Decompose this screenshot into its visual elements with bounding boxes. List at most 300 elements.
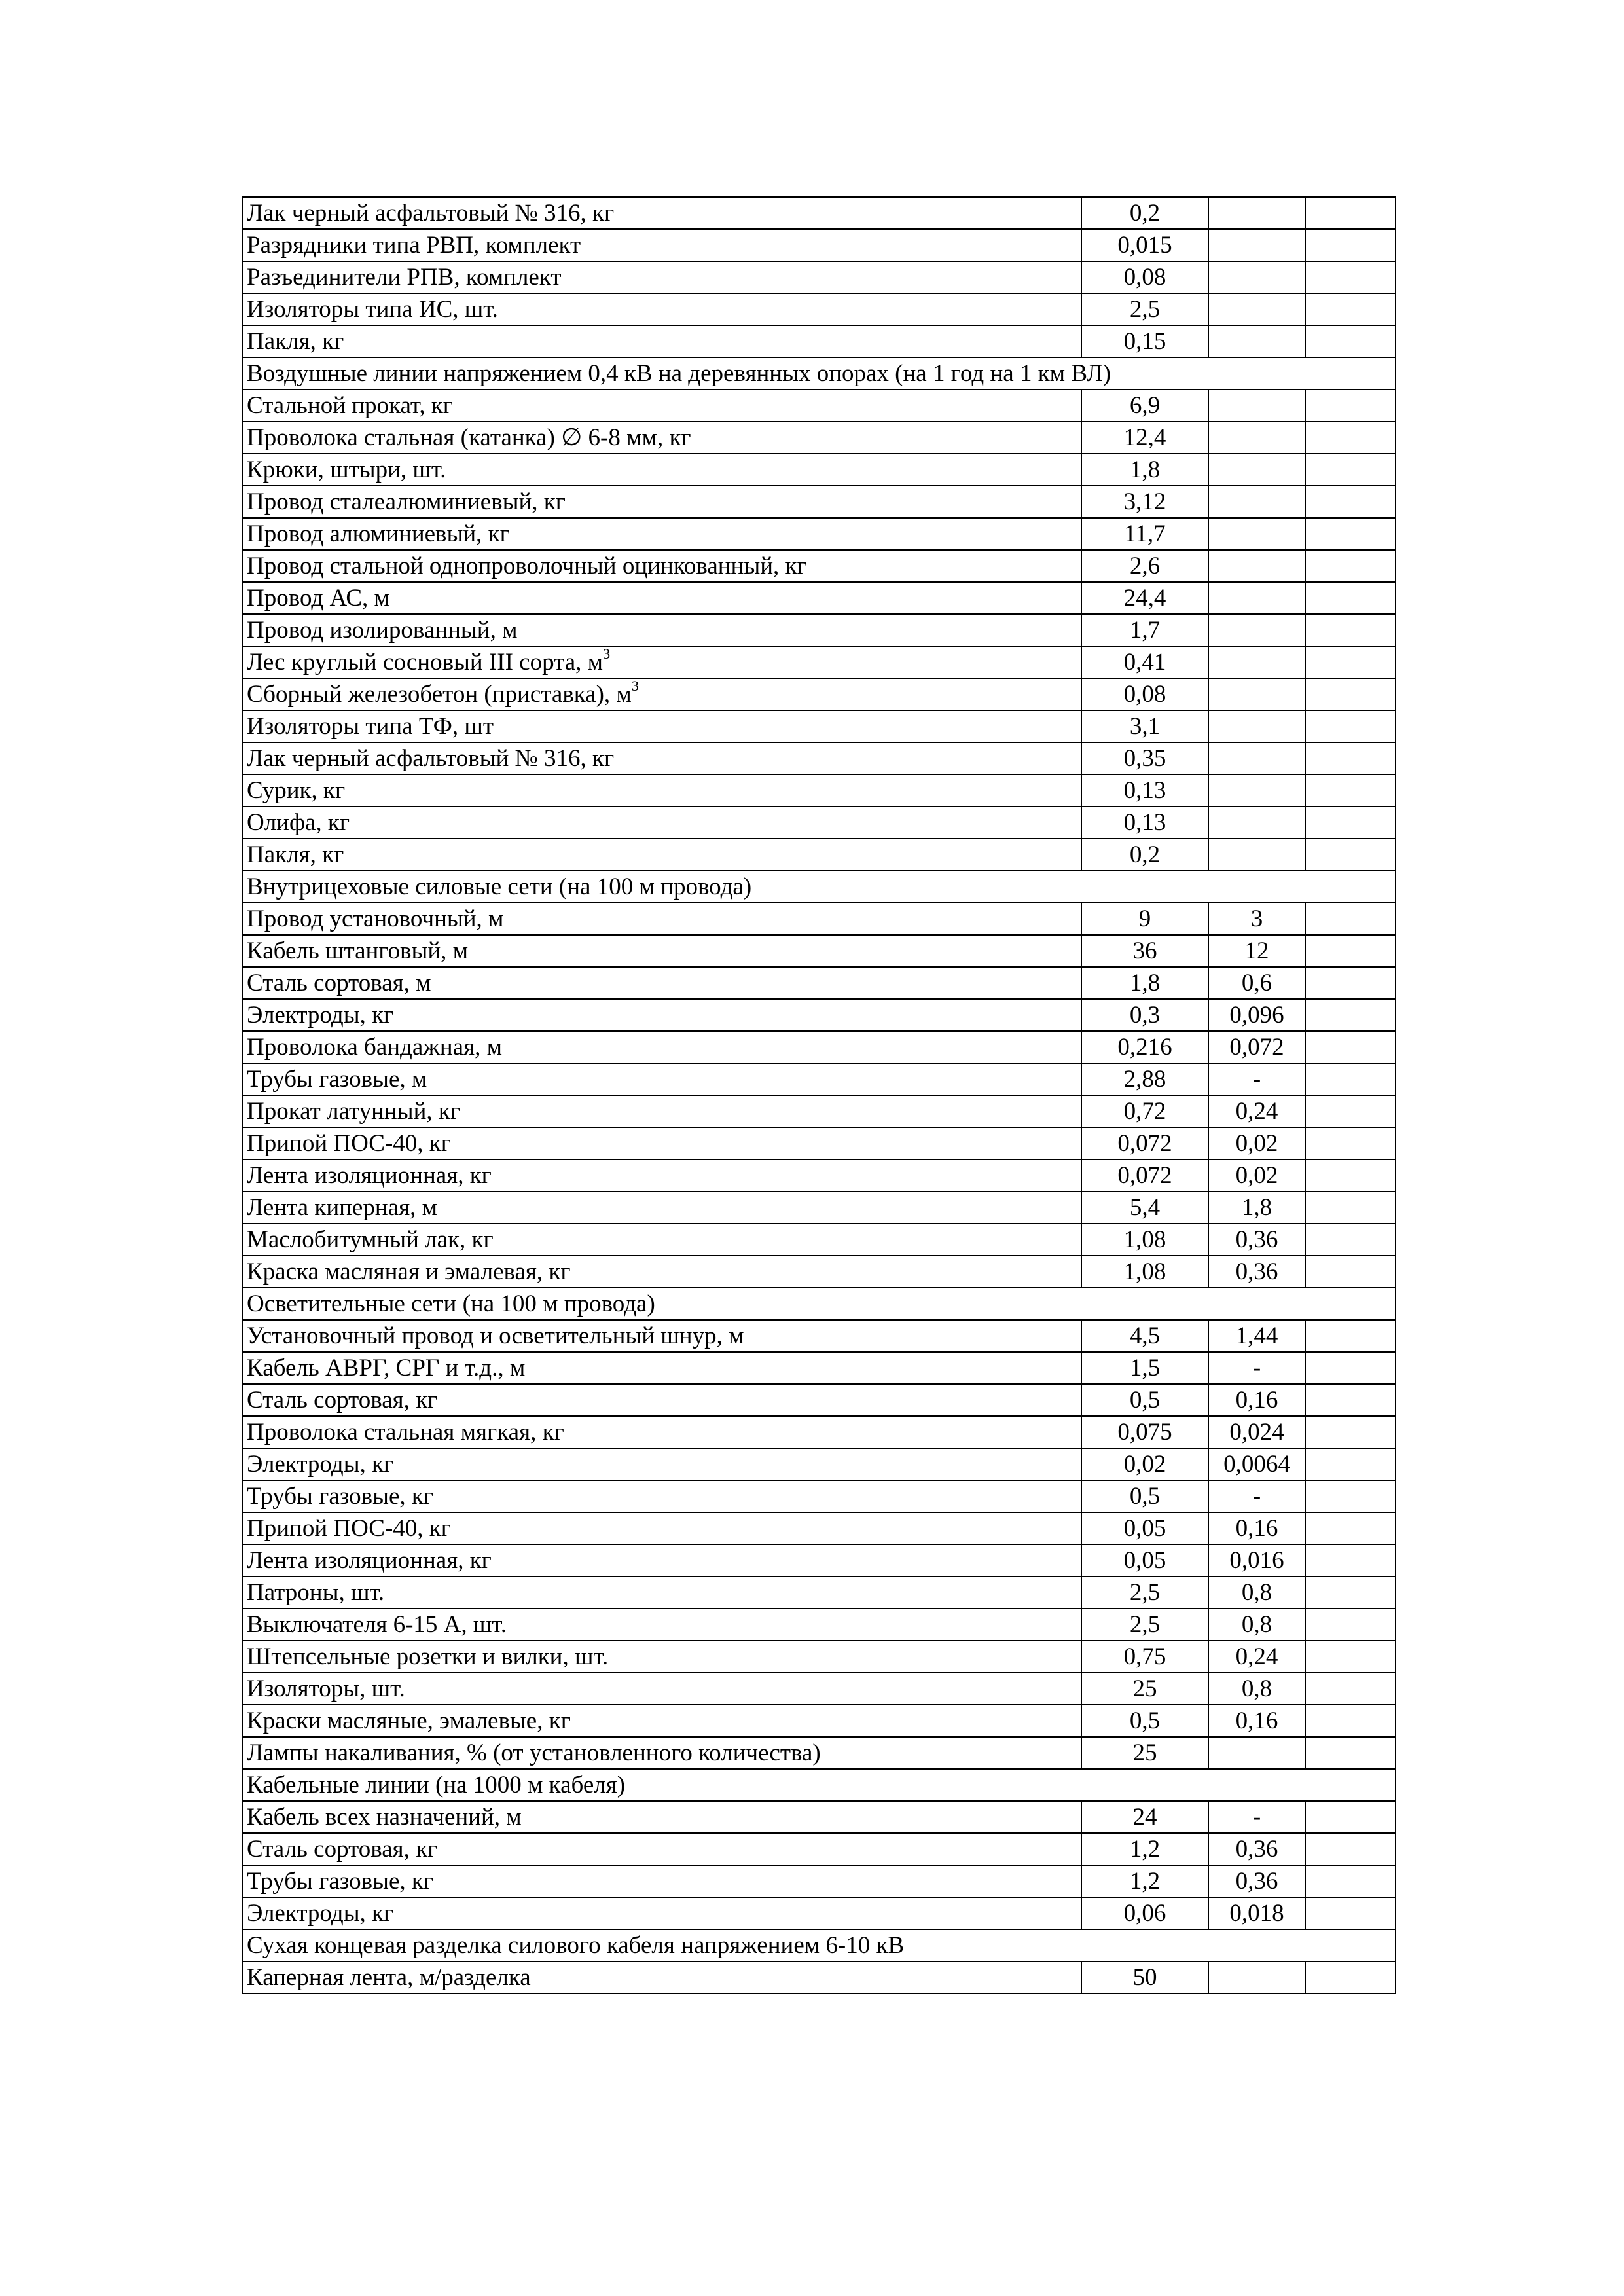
value-cell-3 xyxy=(1305,1865,1396,1897)
material-name-cell xyxy=(242,1673,1081,1705)
value-cell-3 xyxy=(1305,903,1396,935)
material-name: Сталь сортовая, кг xyxy=(247,1387,438,1413)
value-cell-2: 0,24 xyxy=(1208,1641,1305,1673)
table-row xyxy=(242,678,1396,710)
table-row xyxy=(242,1961,1396,1994)
material-name-cell xyxy=(242,1480,1081,1512)
value-cell-1: 25 xyxy=(1081,1737,1208,1769)
value-cell-2 xyxy=(1208,550,1305,582)
value-cell-2: 0,24 xyxy=(1208,1095,1305,1127)
material-name: Установочный провод и осветительный шнур, м xyxy=(247,1322,744,1349)
value-cell-1: 1,8 xyxy=(1081,967,1208,999)
value-cell-1: 0,015 xyxy=(1081,229,1208,261)
value-cell-1: 0,072 xyxy=(1081,1159,1208,1192)
value-cell-3 xyxy=(1305,1833,1396,1865)
material-name: Лента изоляционная, кг xyxy=(247,1547,492,1574)
table-row xyxy=(242,1320,1396,1352)
value-cell-3 xyxy=(1305,1095,1396,1127)
value-cell-2: 0,36 xyxy=(1208,1256,1305,1288)
section-title: Воздушные линии напряжением 0,4 кВ на деревянных опорах (на 1 год на 1 км ВЛ) xyxy=(242,357,1396,390)
unit-exponent: 3 xyxy=(631,678,639,694)
table-row xyxy=(242,1897,1396,1929)
value-cell-1: 0,5 xyxy=(1081,1480,1208,1512)
table-row xyxy=(242,293,1396,325)
material-name: Лента изоляционная, кг xyxy=(247,1162,492,1189)
value-cell-3 xyxy=(1305,1897,1396,1929)
material-name: Сурик, кг xyxy=(247,777,346,804)
section-title: Внутрицеховые силовые сети (на 100 м провода) xyxy=(242,871,1396,903)
table-row xyxy=(242,1063,1396,1095)
material-name-cell xyxy=(242,903,1081,935)
table-row xyxy=(242,1256,1396,1288)
value-cell-2: 0,072 xyxy=(1208,1031,1305,1063)
value-cell-3 xyxy=(1305,1192,1396,1224)
value-cell-3 xyxy=(1305,807,1396,839)
value-cell-3 xyxy=(1305,582,1396,614)
material-name-cell xyxy=(242,1609,1081,1641)
value-cell-3 xyxy=(1305,646,1396,678)
value-cell-2 xyxy=(1208,742,1305,774)
value-cell-2: 0,8 xyxy=(1208,1673,1305,1705)
material-name-cell xyxy=(242,486,1081,518)
table-row xyxy=(242,1095,1396,1127)
table-row xyxy=(242,1737,1396,1769)
value-cell-2: - xyxy=(1208,1801,1305,1833)
value-cell-3 xyxy=(1305,390,1396,422)
table-row xyxy=(242,935,1396,967)
value-cell-1: 0,75 xyxy=(1081,1641,1208,1673)
material-name-cell xyxy=(242,807,1081,839)
material-name-cell xyxy=(242,1031,1081,1063)
value-cell-2: 0,16 xyxy=(1208,1384,1305,1416)
material-name-cell xyxy=(242,1095,1081,1127)
table-row xyxy=(242,261,1396,293)
material-name-cell xyxy=(242,261,1081,293)
section-title: Сухая концевая разделка силового кабеля напряжением 6-10 кВ xyxy=(242,1929,1396,1961)
material-name: Провод установочный, м xyxy=(247,905,504,932)
value-cell-2: 0,8 xyxy=(1208,1609,1305,1641)
table-row xyxy=(242,1127,1396,1159)
material-name-cell xyxy=(242,967,1081,999)
material-name: Припой ПОС-40, кг xyxy=(247,1515,451,1542)
material-name: Патроны, шт. xyxy=(247,1579,385,1606)
value-cell-1: 1,8 xyxy=(1081,454,1208,486)
table-row xyxy=(242,1576,1396,1609)
material-name: Проволока стальная (катанка) ∅ 6-8 мм, кг xyxy=(247,424,691,451)
value-cell-1: 25 xyxy=(1081,1673,1208,1705)
material-name-cell xyxy=(242,422,1081,454)
value-cell-2: 0,02 xyxy=(1208,1127,1305,1159)
value-cell-3 xyxy=(1305,1737,1396,1769)
value-cell-1: 5,4 xyxy=(1081,1192,1208,1224)
table-row xyxy=(242,839,1396,871)
material-name: Проволока бандажная, м xyxy=(247,1034,503,1061)
value-cell-2: - xyxy=(1208,1480,1305,1512)
material-name: Маслобитумный лак, кг xyxy=(247,1226,494,1253)
value-cell-1: 1,2 xyxy=(1081,1865,1208,1897)
value-cell-3 xyxy=(1305,1448,1396,1480)
material-name-cell xyxy=(242,454,1081,486)
value-cell-1: 0,2 xyxy=(1081,839,1208,871)
table-row xyxy=(242,1384,1396,1416)
value-cell-1: 0,41 xyxy=(1081,646,1208,678)
materials-table-body xyxy=(242,197,1396,1994)
material-name-cell xyxy=(242,518,1081,550)
value-cell-1: 0,05 xyxy=(1081,1544,1208,1576)
value-cell-1: 1,2 xyxy=(1081,1833,1208,1865)
material-name: Трубы газовые, м xyxy=(247,1066,427,1093)
section-title: Кабельные линии (на 1000 м кабеля) xyxy=(242,1769,1396,1801)
table-row xyxy=(242,197,1396,229)
value-cell-2 xyxy=(1208,1737,1305,1769)
value-cell-1: 4,5 xyxy=(1081,1320,1208,1352)
value-cell-3 xyxy=(1305,710,1396,742)
unit-exponent: 3 xyxy=(603,646,611,662)
value-cell-3 xyxy=(1305,1352,1396,1384)
value-cell-1: 2,5 xyxy=(1081,293,1208,325)
value-cell-3 xyxy=(1305,1673,1396,1705)
material-name: Трубы газовые, кг xyxy=(247,1868,434,1895)
table-row xyxy=(242,1512,1396,1544)
value-cell-1: 3,1 xyxy=(1081,710,1208,742)
value-cell-1: 0,15 xyxy=(1081,325,1208,357)
value-cell-3 xyxy=(1305,325,1396,357)
value-cell-2: 0,096 xyxy=(1208,999,1305,1031)
value-cell-1: 0,08 xyxy=(1081,678,1208,710)
material-name-cell xyxy=(242,1801,1081,1833)
value-cell-3 xyxy=(1305,999,1396,1031)
value-cell-2 xyxy=(1208,422,1305,454)
material-name: Пакля, кг xyxy=(247,841,344,868)
material-name-cell xyxy=(242,1512,1081,1544)
value-cell-1: 0,13 xyxy=(1081,807,1208,839)
material-name-cell xyxy=(242,1159,1081,1192)
section-row xyxy=(242,1769,1396,1801)
table-row xyxy=(242,1224,1396,1256)
value-cell-1: 1,08 xyxy=(1081,1224,1208,1256)
value-cell-2 xyxy=(1208,518,1305,550)
material-name-cell xyxy=(242,325,1081,357)
value-cell-2: 0,16 xyxy=(1208,1705,1305,1737)
table-row xyxy=(242,999,1396,1031)
value-cell-2: 0,018 xyxy=(1208,1897,1305,1929)
value-cell-1: 0,05 xyxy=(1081,1512,1208,1544)
value-cell-2: 0,8 xyxy=(1208,1576,1305,1609)
value-cell-1: 0,216 xyxy=(1081,1031,1208,1063)
value-cell-2: - xyxy=(1208,1352,1305,1384)
material-name-cell xyxy=(242,1224,1081,1256)
material-name-cell xyxy=(242,229,1081,261)
value-cell-3 xyxy=(1305,1031,1396,1063)
material-name: Изоляторы типа ИС, шт. xyxy=(247,296,498,323)
value-cell-3 xyxy=(1305,774,1396,807)
materials-table xyxy=(242,196,1396,1994)
material-name-cell xyxy=(242,1641,1081,1673)
table-row xyxy=(242,422,1396,454)
table-row xyxy=(242,774,1396,807)
table-row xyxy=(242,646,1396,678)
value-cell-1: 9 xyxy=(1081,903,1208,935)
material-name: Провод АС, м xyxy=(247,585,389,611)
table-row xyxy=(242,1031,1396,1063)
material-name: Разъединители РПВ, комплект xyxy=(247,264,562,291)
table-row xyxy=(242,1833,1396,1865)
value-cell-1: 2,5 xyxy=(1081,1576,1208,1609)
value-cell-2: 12 xyxy=(1208,935,1305,967)
value-cell-2 xyxy=(1208,325,1305,357)
material-name-cell xyxy=(242,614,1081,646)
material-name: Проволока стальная мягкая, кг xyxy=(247,1419,564,1446)
value-cell-1: 0,08 xyxy=(1081,261,1208,293)
value-cell-3 xyxy=(1305,1320,1396,1352)
table-row xyxy=(242,1544,1396,1576)
value-cell-3 xyxy=(1305,454,1396,486)
material-name: Выключателя 6-15 А, шт. xyxy=(247,1611,507,1638)
value-cell-3 xyxy=(1305,742,1396,774)
value-cell-2: 0,36 xyxy=(1208,1833,1305,1865)
material-name-cell xyxy=(242,1865,1081,1897)
material-name-cell xyxy=(242,935,1081,967)
material-name-cell xyxy=(242,1737,1081,1769)
table-row xyxy=(242,229,1396,261)
table-row xyxy=(242,390,1396,422)
value-cell-1: 0,075 xyxy=(1081,1416,1208,1448)
value-cell-3 xyxy=(1305,518,1396,550)
value-cell-3 xyxy=(1305,1480,1396,1512)
material-name: Лента киперная, м xyxy=(247,1194,438,1221)
value-cell-1: 0,06 xyxy=(1081,1897,1208,1929)
material-name: Сталь сортовая, м xyxy=(247,970,431,996)
value-cell-2: 0,36 xyxy=(1208,1865,1305,1897)
material-name-cell xyxy=(242,1576,1081,1609)
value-cell-2 xyxy=(1208,454,1305,486)
value-cell-3 xyxy=(1305,293,1396,325)
value-cell-3 xyxy=(1305,1705,1396,1737)
value-cell-2 xyxy=(1208,261,1305,293)
material-name-cell xyxy=(242,710,1081,742)
value-cell-1: 36 xyxy=(1081,935,1208,967)
section-row xyxy=(242,1288,1396,1320)
section-row xyxy=(242,871,1396,903)
section-title: Осветительные сети (на 100 м провода) xyxy=(242,1288,1396,1320)
value-cell-3 xyxy=(1305,678,1396,710)
value-cell-1: 0,13 xyxy=(1081,774,1208,807)
material-name-cell xyxy=(242,1961,1081,1994)
value-cell-2 xyxy=(1208,390,1305,422)
value-cell-1: 11,7 xyxy=(1081,518,1208,550)
value-cell-2: 0,0064 xyxy=(1208,1448,1305,1480)
value-cell-3 xyxy=(1305,1256,1396,1288)
material-name-cell xyxy=(242,1833,1081,1865)
table-row xyxy=(242,710,1396,742)
value-cell-2 xyxy=(1208,646,1305,678)
value-cell-2: 1,8 xyxy=(1208,1192,1305,1224)
value-cell-1: 0,5 xyxy=(1081,1384,1208,1416)
material-name: Провод сталеалюминиевый, кг xyxy=(247,488,566,515)
material-name: Электроды, кг xyxy=(247,1451,394,1478)
value-cell-3 xyxy=(1305,550,1396,582)
material-name-cell xyxy=(242,742,1081,774)
value-cell-2: 1,44 xyxy=(1208,1320,1305,1352)
value-cell-1: 1,08 xyxy=(1081,1256,1208,1288)
value-cell-3 xyxy=(1305,197,1396,229)
table-row xyxy=(242,1159,1396,1192)
value-cell-1: 0,35 xyxy=(1081,742,1208,774)
value-cell-1: 24 xyxy=(1081,1801,1208,1833)
material-name: Лес круглый сосновый III сорта, м xyxy=(247,649,604,676)
value-cell-2: 0,016 xyxy=(1208,1544,1305,1576)
material-name: Припой ПОС-40, кг xyxy=(247,1130,451,1157)
value-cell-3 xyxy=(1305,614,1396,646)
value-cell-2 xyxy=(1208,678,1305,710)
table-row xyxy=(242,325,1396,357)
value-cell-1: 1,5 xyxy=(1081,1352,1208,1384)
material-name-cell xyxy=(242,1256,1081,1288)
table-row xyxy=(242,903,1396,935)
material-name: Крюки, штыри, шт. xyxy=(247,456,446,483)
table-row xyxy=(242,518,1396,550)
value-cell-2 xyxy=(1208,229,1305,261)
material-name: Электроды, кг xyxy=(247,1900,394,1927)
value-cell-2 xyxy=(1208,839,1305,871)
value-cell-1: 12,4 xyxy=(1081,422,1208,454)
value-cell-1: 2,6 xyxy=(1081,550,1208,582)
table-row xyxy=(242,1801,1396,1833)
table-row xyxy=(242,486,1396,518)
material-name: Кабель АВРГ, СРГ и т.д., м xyxy=(247,1355,526,1381)
value-cell-2 xyxy=(1208,807,1305,839)
value-cell-3 xyxy=(1305,1544,1396,1576)
material-name-cell xyxy=(242,582,1081,614)
value-cell-3 xyxy=(1305,486,1396,518)
value-cell-3 xyxy=(1305,1609,1396,1641)
value-cell-1: 3,12 xyxy=(1081,486,1208,518)
material-name: Штепсельные розетки и вилки, шт. xyxy=(247,1643,609,1670)
table-row xyxy=(242,1705,1396,1737)
table-row xyxy=(242,1480,1396,1512)
table-row xyxy=(242,742,1396,774)
material-name: Каперная лента, м/разделка xyxy=(247,1964,531,1991)
value-cell-3 xyxy=(1305,1416,1396,1448)
material-name: Пакля, кг xyxy=(247,328,344,355)
value-cell-3 xyxy=(1305,1961,1396,1994)
table-row xyxy=(242,1641,1396,1673)
material-name-cell xyxy=(242,293,1081,325)
material-name-cell xyxy=(242,1448,1081,1480)
material-name: Провод стальной однопроволочный оцинкованный, кг xyxy=(247,553,807,579)
table-row xyxy=(242,1673,1396,1705)
table-row xyxy=(242,1352,1396,1384)
material-name-cell xyxy=(242,1897,1081,1929)
material-name: Стальной прокат, кг xyxy=(247,392,453,419)
material-name-cell xyxy=(242,678,1081,710)
material-name-cell xyxy=(242,1544,1081,1576)
value-cell-2: 0,6 xyxy=(1208,967,1305,999)
material-name: Провод алюминиевый, кг xyxy=(247,520,510,547)
value-cell-2: 0,02 xyxy=(1208,1159,1305,1192)
value-cell-2 xyxy=(1208,614,1305,646)
value-cell-2: 0,024 xyxy=(1208,1416,1305,1448)
material-name-cell xyxy=(242,1705,1081,1737)
material-name: Лак черный асфальтовый № 316, кг xyxy=(247,200,615,227)
value-cell-2: 3 xyxy=(1208,903,1305,935)
table-row xyxy=(242,582,1396,614)
material-name-cell xyxy=(242,1063,1081,1095)
value-cell-1: 2,5 xyxy=(1081,1609,1208,1641)
material-name-cell xyxy=(242,390,1081,422)
table-row xyxy=(242,1416,1396,1448)
value-cell-1: 2,88 xyxy=(1081,1063,1208,1095)
table-row xyxy=(242,550,1396,582)
material-name-cell xyxy=(242,1127,1081,1159)
material-name: Электроды, кг xyxy=(247,1002,394,1029)
value-cell-2 xyxy=(1208,710,1305,742)
material-name-cell xyxy=(242,1416,1081,1448)
material-name-cell xyxy=(242,774,1081,807)
table-row xyxy=(242,1609,1396,1641)
material-name-cell xyxy=(242,999,1081,1031)
value-cell-1: 0,2 xyxy=(1081,197,1208,229)
value-cell-1: 0,5 xyxy=(1081,1705,1208,1737)
value-cell-3 xyxy=(1305,1384,1396,1416)
material-name-cell xyxy=(242,1320,1081,1352)
value-cell-1: 0,072 xyxy=(1081,1127,1208,1159)
value-cell-2 xyxy=(1208,293,1305,325)
table-row xyxy=(242,1865,1396,1897)
material-name-cell xyxy=(242,1384,1081,1416)
table-row xyxy=(242,967,1396,999)
material-name: Кабель всех назначений, м xyxy=(247,1804,522,1831)
value-cell-2: - xyxy=(1208,1063,1305,1095)
material-name-cell xyxy=(242,1352,1081,1384)
material-name: Сталь сортовая, кг xyxy=(247,1836,438,1863)
value-cell-3 xyxy=(1305,1801,1396,1833)
material-name: Прокат латунный, кг xyxy=(247,1098,461,1125)
value-cell-3 xyxy=(1305,1127,1396,1159)
value-cell-3 xyxy=(1305,1159,1396,1192)
material-name: Олифа, кг xyxy=(247,809,350,836)
table-row xyxy=(242,1448,1396,1480)
value-cell-1: 0,02 xyxy=(1081,1448,1208,1480)
value-cell-1: 50 xyxy=(1081,1961,1208,1994)
value-cell-3 xyxy=(1305,1512,1396,1544)
value-cell-1: 0,72 xyxy=(1081,1095,1208,1127)
value-cell-3 xyxy=(1305,261,1396,293)
value-cell-2: 0,36 xyxy=(1208,1224,1305,1256)
material-name: Краска масляная и эмалевая, кг xyxy=(247,1258,571,1285)
value-cell-3 xyxy=(1305,422,1396,454)
material-name: Краски масляные, эмалевые, кг xyxy=(247,1707,571,1734)
value-cell-1: 6,9 xyxy=(1081,390,1208,422)
value-cell-2 xyxy=(1208,486,1305,518)
material-name-cell xyxy=(242,197,1081,229)
table-row xyxy=(242,1192,1396,1224)
value-cell-3 xyxy=(1305,1224,1396,1256)
value-cell-3 xyxy=(1305,839,1396,871)
value-cell-2: 0,16 xyxy=(1208,1512,1305,1544)
value-cell-2 xyxy=(1208,197,1305,229)
value-cell-3 xyxy=(1305,1576,1396,1609)
value-cell-1: 1,7 xyxy=(1081,614,1208,646)
material-name-cell xyxy=(242,839,1081,871)
value-cell-3 xyxy=(1305,1641,1396,1673)
value-cell-3 xyxy=(1305,935,1396,967)
material-name-cell xyxy=(242,550,1081,582)
section-row xyxy=(242,1929,1396,1961)
value-cell-3 xyxy=(1305,967,1396,999)
value-cell-3 xyxy=(1305,1063,1396,1095)
value-cell-1: 0,3 xyxy=(1081,999,1208,1031)
